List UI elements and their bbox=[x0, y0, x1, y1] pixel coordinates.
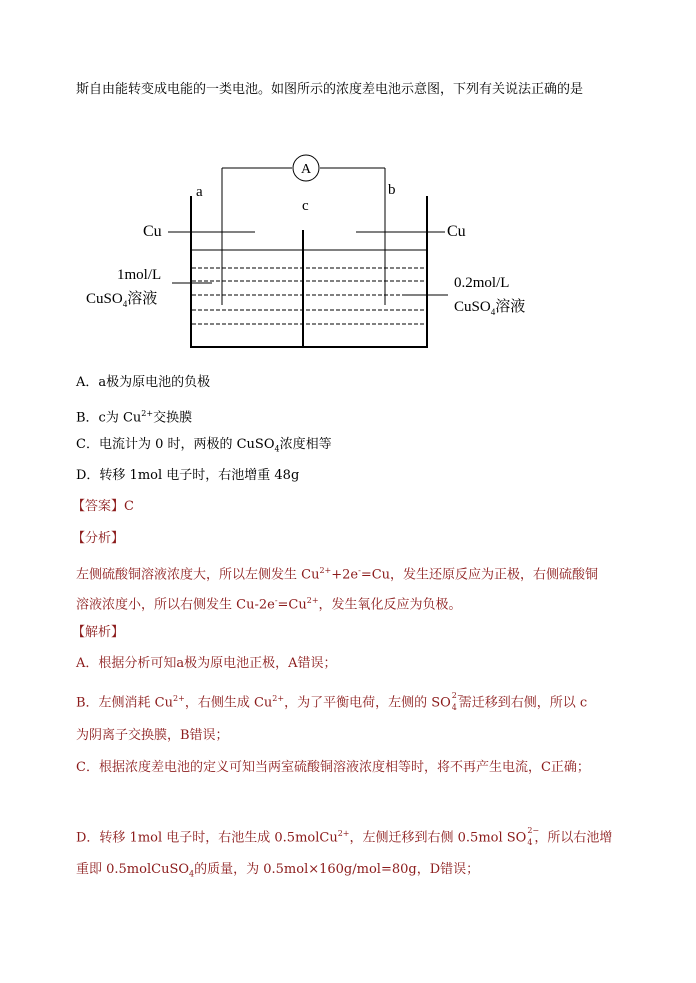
analysis-title: 【分析】 bbox=[72, 531, 125, 546]
label-cu-right: Cu bbox=[447, 223, 466, 240]
explanation-c: C．根据浓度差电池的定义可知当两室硫酸铜溶液浓度相等时，将不再产生电流，C正确； bbox=[76, 760, 590, 775]
option-a: A．a极为原电池的负极 bbox=[76, 375, 211, 390]
explanation-d-line-1: D．转移 1mol 电子时，右池生成 0.5molCu$^{2+}$，左侧迁移到右侧 0.5mol SO 2− 4 ，所以右池增 bbox=[76, 825, 613, 847]
label-cu-left: Cu bbox=[143, 223, 162, 240]
option-b: B．c为 $Cu^{2+}$交换膜 bbox=[76, 409, 193, 426]
option-c: C．电流计为 0 时，两极的 CuSO$_4$浓度相等 bbox=[76, 437, 332, 454]
explanation-title: 【解析】 bbox=[72, 625, 125, 640]
analysis-line-2: 溶液浓度小，所以右侧发生 $Cu-2e^-=Cu^{2+}$，发生氧化反应为负极。 bbox=[76, 596, 462, 613]
answer: 【答案】C bbox=[72, 499, 134, 514]
explanation-b-line-1: B．左侧消耗 $Cu^{2+}$，右侧生成 $Cu^{2+}$，为了平衡电荷，左侧的 SO 2− 4 需迁移到右侧，所以 c bbox=[76, 690, 588, 712]
label-b: b bbox=[388, 182, 396, 198]
explanation-d-line-2: 重即 0.5molCuSO$_4$的质量，为 0.5mol×160g/mol=80g，D错误； bbox=[76, 862, 480, 879]
intro-text: 斯自由能转变成电能的一类电池。如图所示的浓度差电池示意图，下列有关说法正确的是 bbox=[76, 82, 584, 97]
label-c: c bbox=[302, 198, 309, 214]
label-right-conc: 0.2mol/L bbox=[454, 275, 510, 291]
label-right-solution: CuSO$_4$溶液 bbox=[454, 297, 526, 317]
concentration-cell-diagram bbox=[0, 150, 696, 350]
label-a: a bbox=[196, 184, 203, 200]
option-d: D．转移 1mol 电子时，右池增重 48g bbox=[76, 468, 300, 483]
liquid-levels bbox=[192, 250, 426, 324]
explanation-b-line-2: 为阴离子交换膜，B错误； bbox=[76, 728, 229, 743]
ammeter-label: A bbox=[300, 162, 312, 177]
explanation-a: A．根据分析可知a极为原电池正极，A错误； bbox=[76, 656, 337, 671]
label-left-conc: 1mol/L bbox=[117, 267, 162, 283]
label-left-solution: CuSO$_4$溶液 bbox=[86, 289, 158, 309]
analysis-line-1: 左侧硫酸铜溶液浓度大，所以左侧发生 $Cu^{2+}+2e^-=Cu$，发生还原反应为正极，右侧硫酸铜 bbox=[76, 566, 599, 583]
